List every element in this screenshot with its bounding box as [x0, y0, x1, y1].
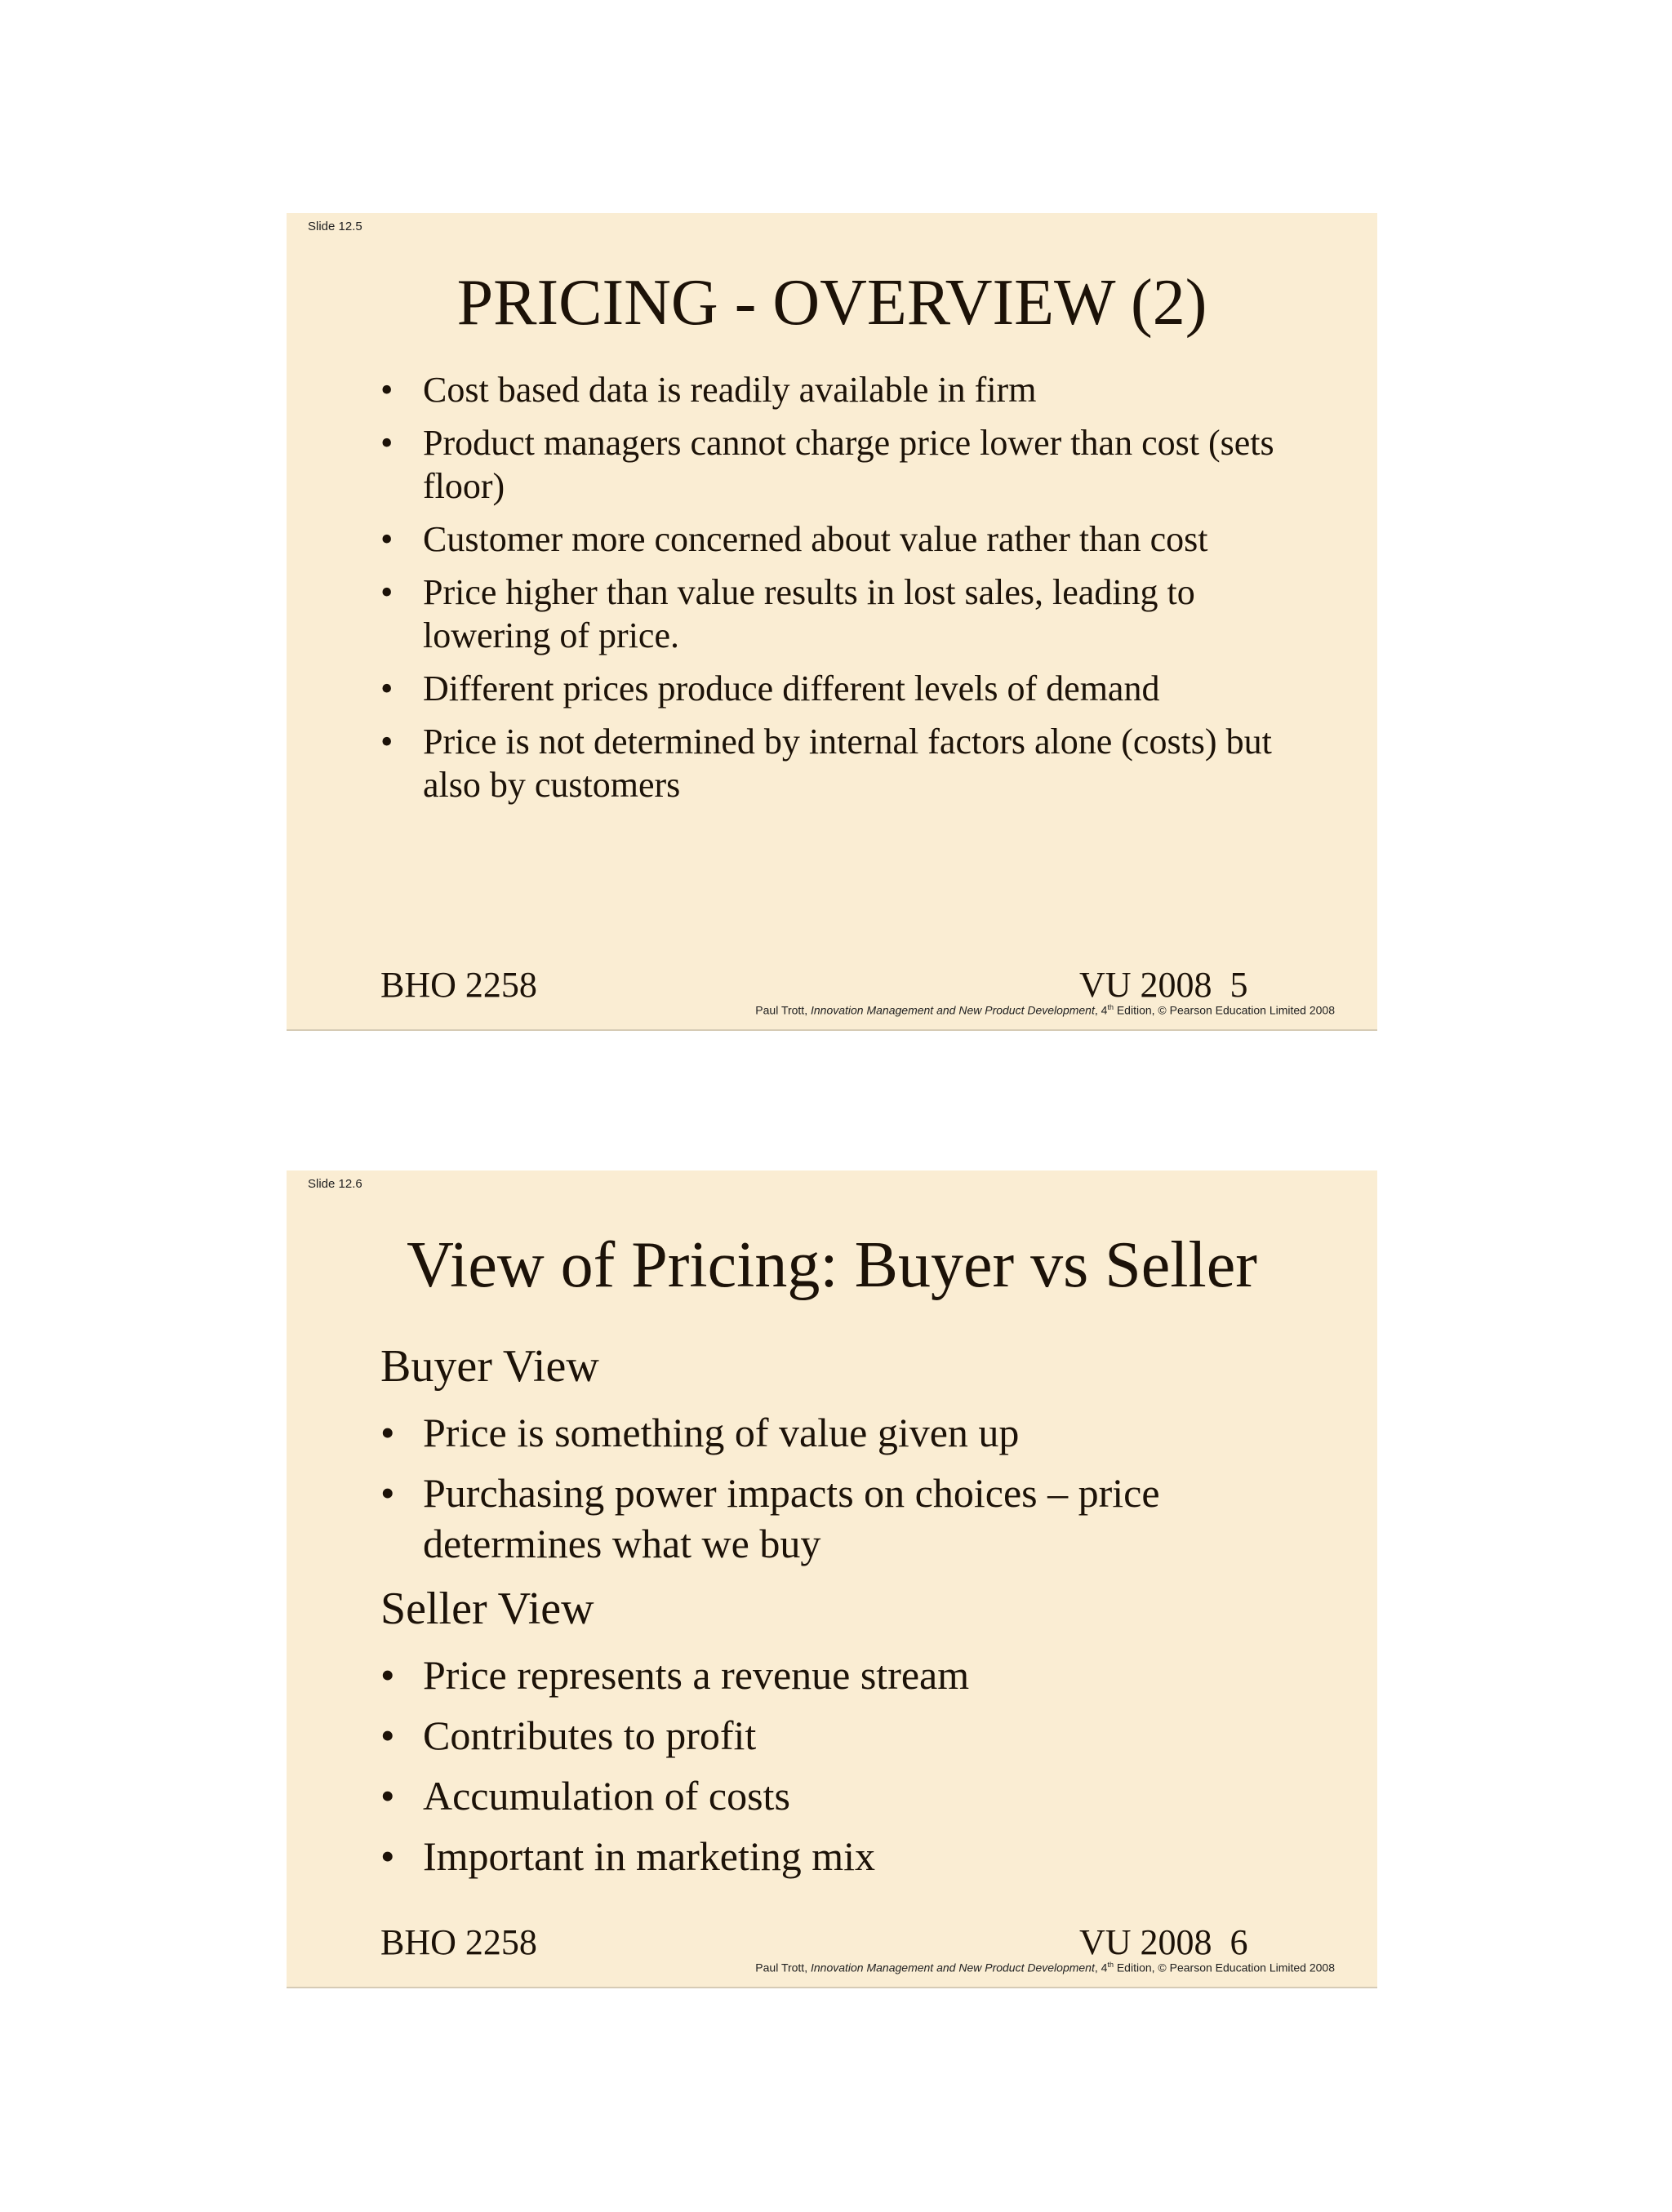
- bullet-icon: •: [380, 668, 394, 708]
- footer-page-label: VU 2008 5: [1079, 965, 1248, 1005]
- bullet-icon: •: [380, 370, 394, 410]
- bullet-item: • Product managers cannot charge price lower than cost (sets floor): [380, 423, 1274, 506]
- bullet-item: • Accumulation of costs: [380, 1770, 1303, 1821]
- slide-12-6: [287, 1170, 1377, 1987]
- footer-credit: Paul Trott, Innovation Management and New Product Development, 4th Edition, © Pearson Education Limited 2008: [755, 1961, 1335, 1974]
- bullet-icon: •: [380, 572, 394, 612]
- footer-course-code: BHO 2258: [380, 1922, 537, 1962]
- seller-view-heading: Seller View: [380, 1583, 594, 1634]
- bullet-icon: •: [380, 519, 394, 559]
- bullet-icon: •: [380, 1410, 395, 1455]
- bullet-icon: •: [380, 423, 394, 463]
- bullet-item: • Different prices produce different levels of demand: [380, 668, 1160, 708]
- footer-credit: Paul Trott, Innovation Management and New Product Development, 4th Edition, © Pearson Education Limited 2008: [755, 1003, 1335, 1017]
- bullet-item: • Purchasing power impacts on choices – price determines what we buy: [380, 1468, 1303, 1569]
- bullet-item: • Contributes to profit: [380, 1710, 1303, 1761]
- bullet-item: • Customer more concerned about value rather than cost: [380, 519, 1208, 559]
- slide-title: PRICING - OVERVIEW (2): [456, 267, 1207, 339]
- slide-number: Slide 12.6: [308, 1177, 362, 1191]
- footer-course-code: BHO 2258: [380, 965, 537, 1005]
- bullet-icon: •: [380, 1773, 395, 1819]
- bullet-item: • Price is something of value given up: [380, 1407, 1303, 1458]
- bullet-item: • Price represents a revenue stream: [380, 1650, 1303, 1700]
- slide-number: Slide 12.5: [308, 220, 362, 233]
- bullet-list: [380, 368, 1303, 816]
- bullet-icon: •: [380, 1470, 395, 1516]
- buyer-bullet-list: [380, 1407, 1303, 1579]
- bullet-icon: •: [380, 1652, 395, 1698]
- footer-page-label: VU 2008 6: [1079, 1922, 1248, 1962]
- bullet-icon: •: [380, 1833, 395, 1879]
- bullet-item: • Important in marketing mix: [380, 1831, 1303, 1881]
- bullet-item: • Cost based data is readily available in firm: [380, 370, 1037, 410]
- buyer-view-heading: Buyer View: [380, 1341, 599, 1392]
- slide-title: View of Pricing: Buyer vs Seller: [407, 1229, 1257, 1301]
- bullet-item: • Price is not determined by internal factors alone (costs) but also by customers: [380, 722, 1272, 805]
- seller-bullet-list: [380, 1650, 1303, 1891]
- slide-12-5: [287, 213, 1377, 1029]
- bullet-icon: •: [380, 722, 394, 762]
- bullet-item: • Price higher than value results in lost sales, leading to lowering of price.: [380, 572, 1195, 655]
- bullet-icon: •: [380, 1712, 395, 1758]
